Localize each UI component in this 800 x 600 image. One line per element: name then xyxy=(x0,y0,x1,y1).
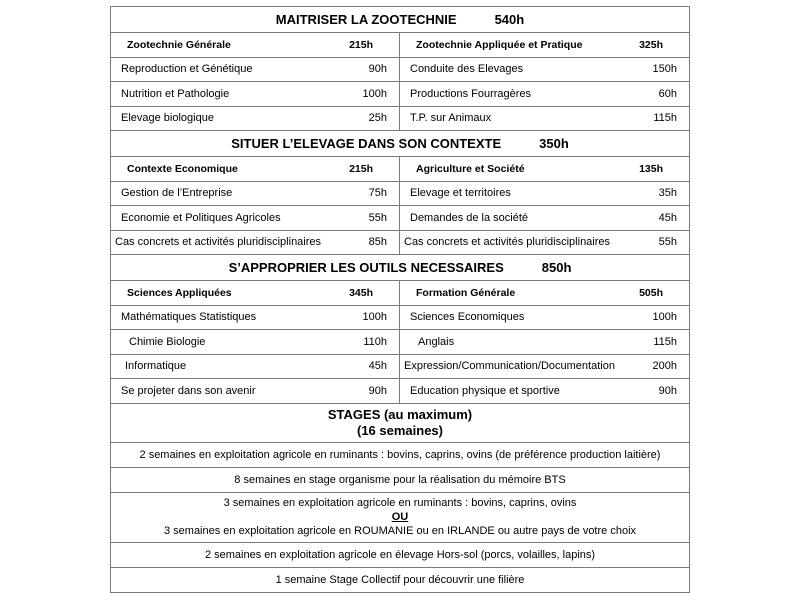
course-hours: 90h xyxy=(368,63,387,76)
course-row xyxy=(111,205,399,230)
left-column xyxy=(111,156,400,254)
course-row xyxy=(111,81,399,106)
stages-title-line2: (16 semaines) xyxy=(357,422,443,438)
left-column xyxy=(111,280,400,403)
section-hours: 850h xyxy=(541,260,572,275)
course-label: Elevage et territoires xyxy=(410,187,511,200)
course-hours: 85h xyxy=(368,236,387,249)
course-hours: 100h xyxy=(362,87,387,100)
course-row xyxy=(111,305,399,330)
section-hours: 350h xyxy=(539,136,569,151)
section-hours: 540h xyxy=(494,12,525,27)
stage-row xyxy=(111,542,689,567)
course-label: Chimie Biologie xyxy=(129,335,206,348)
course-row xyxy=(111,57,399,82)
section-title: S’APPROPRIER LES OUTILS NECESSAIRES xyxy=(228,260,504,275)
section-title-row xyxy=(111,254,689,280)
course-hours: 55h xyxy=(658,236,677,249)
course-row xyxy=(400,81,689,106)
course-label: Se projeter dans son avenir xyxy=(121,384,256,397)
stages-title xyxy=(111,403,689,442)
section-contexte xyxy=(110,130,690,254)
course-hours: 55h xyxy=(368,211,387,224)
course-row xyxy=(400,181,689,206)
course-label: Reproduction et Génétique xyxy=(121,63,253,76)
module-title: Sciences Appliquées xyxy=(127,286,232,299)
course-label: Sciences Economiques xyxy=(410,311,525,324)
module-title: Contexte Economique xyxy=(127,162,238,175)
module-title: Formation Générale xyxy=(416,286,516,299)
module-hours: 135h xyxy=(639,162,663,175)
course-row xyxy=(111,378,399,403)
section-title: MAITRISER LA ZOOTECHNIE xyxy=(275,12,457,27)
stages-title-line1: STAGES (au maximum) xyxy=(327,406,473,422)
stage-row-choice xyxy=(111,492,689,542)
course-row xyxy=(111,354,399,379)
stage-text: 1 semaine Stage Collectif pour découvrir une filière xyxy=(275,573,525,586)
course-hours: 45h xyxy=(368,360,387,373)
course-row xyxy=(400,205,689,230)
course-hours: 100h xyxy=(652,311,677,324)
course-hours: 110h xyxy=(363,335,387,348)
section-title-row xyxy=(111,130,689,156)
course-hours: 150h xyxy=(652,63,677,76)
section-zootechnie xyxy=(110,6,690,130)
section-title: SITUER L’ELEVAGE DANS SON CONTEXTE xyxy=(231,136,502,151)
course-label: Economie et Politiques Agricoles xyxy=(121,211,281,224)
module-title: Agriculture et Société xyxy=(416,162,525,175)
course-label: Productions Fourragères xyxy=(410,87,532,100)
left-column xyxy=(111,32,400,130)
course-row xyxy=(111,329,399,354)
course-hours: 115h xyxy=(653,112,677,125)
course-hours: 35h xyxy=(658,187,677,200)
right-column xyxy=(400,156,689,254)
module-hours: 505h xyxy=(639,286,663,299)
course-row xyxy=(400,329,689,354)
course-hours: 60h xyxy=(658,87,677,100)
course-label: Elevage biologique xyxy=(121,112,214,125)
course-label: Expression/Communication/Documentation xyxy=(404,360,615,373)
course-hours: 25h xyxy=(368,112,387,125)
stage-text: 2 semaines en exploitation agricole en ruminants : bovins, caprins, ovins (de préférence production laitière) xyxy=(139,448,661,461)
course-row xyxy=(400,230,689,255)
module-header xyxy=(400,280,689,305)
course-hours: 100h xyxy=(362,311,387,324)
course-row xyxy=(111,106,399,131)
course-label: Cas concrets et activités pluridisciplinaires xyxy=(404,236,611,249)
stage-row xyxy=(111,442,689,467)
course-label: Demandes de la société xyxy=(410,211,529,224)
stage-text: 3 semaines en exploitation agricole en ROUMANIE ou en IRLANDE ou autre pays de votre choix xyxy=(163,525,637,537)
course-hours: 75h xyxy=(368,187,387,200)
course-label: Cas concrets et activités pluridisciplinaires xyxy=(115,236,322,249)
section-stages xyxy=(110,403,690,593)
course-row xyxy=(111,230,399,255)
module-hours: 345h xyxy=(349,286,373,299)
course-hours: 45h xyxy=(658,211,677,224)
module-header xyxy=(111,280,399,305)
course-label: Education physique et sportive xyxy=(410,384,560,397)
module-header xyxy=(111,156,399,181)
course-hours: 115h xyxy=(653,335,677,348)
stage-or-separator: OU xyxy=(391,511,409,523)
stage-text: 3 semaines en exploitation agricole en ruminants : bovins, caprins, ovins xyxy=(223,497,577,509)
course-row xyxy=(400,305,689,330)
stage-row xyxy=(111,467,689,492)
stage-text: 8 semaines en stage organisme pour la réalisation du mémoire BTS xyxy=(234,473,566,486)
module-hours: 325h xyxy=(639,38,663,51)
course-row xyxy=(400,378,689,403)
course-label: Conduite des Elevages xyxy=(410,63,524,76)
course-row xyxy=(400,57,689,82)
module-hours: 215h xyxy=(349,162,373,175)
module-header xyxy=(111,32,399,57)
module-title: Zootechnie Appliquée et Pratique xyxy=(416,38,583,51)
course-row xyxy=(400,106,689,131)
stage-text: 2 semaines en exploitation agricole en élevage Hors-sol (porcs, volailles, lapins) xyxy=(204,548,596,561)
course-hours: 90h xyxy=(368,384,387,397)
course-row xyxy=(111,181,399,206)
course-hours: 200h xyxy=(652,360,677,373)
course-hours: 90h xyxy=(658,384,677,397)
course-label: Mathématiques Statistiques xyxy=(121,311,257,324)
right-column xyxy=(400,280,689,403)
course-label: Gestion de l’Entreprise xyxy=(121,187,233,200)
module-hours: 215h xyxy=(349,38,373,51)
section-title-row xyxy=(111,6,689,32)
module-header xyxy=(400,156,689,181)
course-label: T.P. sur Animaux xyxy=(410,112,492,125)
course-label: Anglais xyxy=(418,335,455,348)
stage-row xyxy=(111,567,689,592)
section-outils xyxy=(110,254,690,403)
right-column xyxy=(400,32,689,130)
module-header xyxy=(400,32,689,57)
curriculum-document xyxy=(110,6,690,593)
course-label: Informatique xyxy=(125,360,187,373)
course-label: Nutrition et Pathologie xyxy=(121,87,230,100)
module-title: Zootechnie Générale xyxy=(127,38,231,51)
course-row xyxy=(400,354,689,379)
